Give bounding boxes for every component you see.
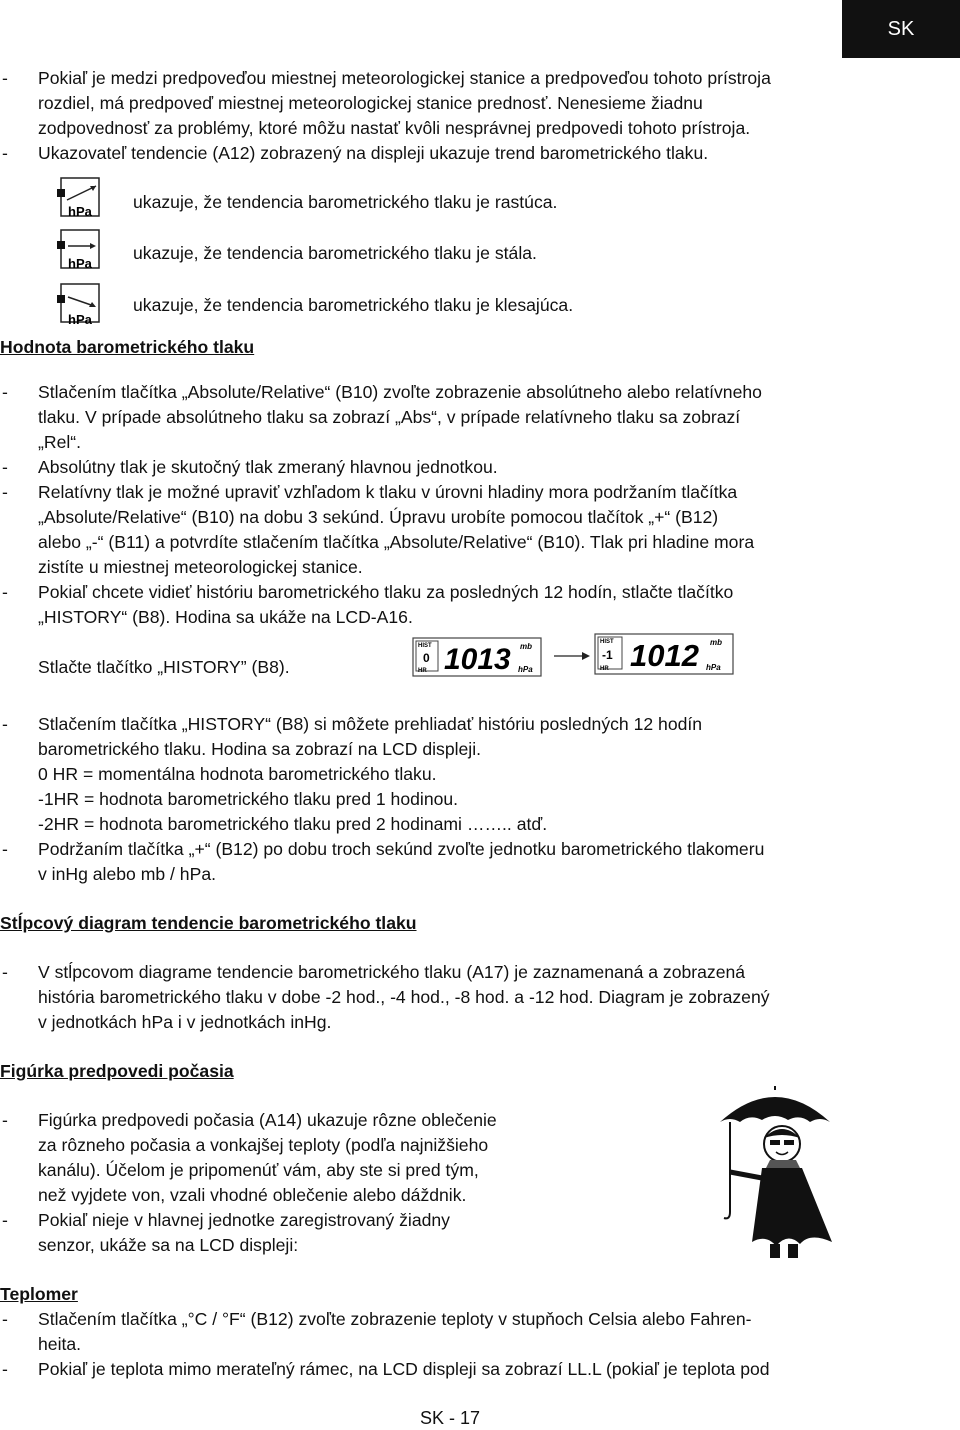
svg-text:1012: 1012 <box>630 638 699 673</box>
svg-text:HIST: HIST <box>600 639 614 645</box>
section-heading-thermometer: Teplomer <box>0 1284 78 1304</box>
svg-text:hPa: hPa <box>68 256 92 271</box>
intro-bullets <box>0 66 900 166</box>
svg-text:mb: mb <box>710 638 722 647</box>
text-line: „Rel“. <box>38 432 82 452</box>
text-line: Pokiaľ je medzi predpoveďou miestnej meteorologickej stanice a predpoveďou tohoto prístroja <box>38 68 771 88</box>
bullet-item: - Ukazovateľ tendencie (A12) zobrazený na displeji ukazuje trend barometrického tlaku. <box>0 141 900 166</box>
text-line: zodpovednosť za problémy, ktoré môžu nastať kvôli nesprávnej predpovedi tohoto prístroja. <box>38 118 751 138</box>
bullet-item: - Stlačením tlačítka „HISTORY“ (B8) si môžete prehliadať históriu posledných 12 hodín barometrického tlaku. Hodina sa zobrazí na LCD displeji. 0 HR = momentálna hodnota barometrického tlaku. -1HR = hodnota barometrického tlaku pred 1 hodinou. -2HR = hodnota barometrického tlaku pred 2 hodinami …….. atď. <box>0 712 900 837</box>
bullet-item: - V stĺpcovom diagrame tendencie barometrického tlaku (A17) je zaznamenaná a zobrazená história barometrického tlaku v dobe -2 hod., -4 hod., -8 hod. a -12 hod. Diagram je zobrazený v jednotkách hPa i v jednotkách inHg. <box>0 960 900 1035</box>
lcd-display-current <box>412 637 542 677</box>
text-line: Relatívny tlak je možné upraviť vzhľadom k tlaku v úrovni hladiny mora podržaním tlačítka <box>38 482 738 502</box>
lcd-display-history <box>594 633 734 675</box>
lcd-history-row <box>0 637 900 699</box>
svg-text:HIST: HIST <box>418 643 432 649</box>
svg-text:HR: HR <box>418 668 427 674</box>
text-line: tlaku. V prípade absolútneho tlaku sa zobrazí „Abs“, v prípade relatívneho tlaku sa zobrazí <box>38 407 741 427</box>
text-line: Stlačením tlačítka „HISTORY“ (B8) si môžete prehliadať históriu posledných 12 hodín <box>38 714 703 734</box>
text-line: barometrického tlaku. Hodina sa zobrazí na LCD displeji. <box>38 739 481 759</box>
text-line: než vyjdete von, vzali vhodné oblečenie alebo dáždnik. <box>38 1185 467 1205</box>
trend-falling-icon <box>56 280 102 326</box>
text-line: -2HR = hodnota barometrického tlaku pred 2 hodinami …….. atď. <box>38 814 548 834</box>
weather-figure-umbrella-icon <box>700 1082 880 1262</box>
text-line: história barometrického tlaku v dobe -2 hod., -4 hod., -8 hod. a -12 hod. Diagram je zobrazený <box>38 987 770 1007</box>
text-line: v jednotkách hPa i v jednotkách inHg. <box>38 1012 332 1032</box>
svg-text:hPa: hPa <box>518 665 533 674</box>
section-heading-bar-diagram: Stĺpcový diagram tendencie barometrického tlaku <box>0 913 417 933</box>
text-line: -1HR = hodnota barometrického tlaku pred 1 hodinou. <box>38 789 459 809</box>
arrow-right-icon <box>552 649 592 663</box>
text-line: za rôzneho počasia a vonkajšej teploty (podľa najnižšieho <box>38 1135 489 1155</box>
bullet-item: - Pokiaľ je medzi predpoveďou miestnej meteorologickej stanice a predpoveďou tohoto prístroja rozdiel, má predpoveď miestnej meteorologickej stanice prednosť. Nenesieme žiadnu zodpovednosť za problémy, ktoré môžu nastať kvôli nesprávnej predpovedi tohoto prístroja. <box>0 66 900 141</box>
svg-text:hPa: hPa <box>68 204 92 219</box>
text-line: Stlačením tlačítka „°C / °F“ (B12) zvoľte zobrazenie teploty v stupňoch Celsia alebo Fahren- <box>38 1309 752 1329</box>
svg-text:1013: 1013 <box>444 643 511 676</box>
svg-text:hPa: hPa <box>706 663 721 672</box>
text-line: Stlačením tlačítka „Absolute/Relative“ (B10) zvoľte zobrazenie absolútneho alebo relatívneho <box>38 382 762 402</box>
text-line: Pokiaľ nieje v hlavnej jednotke zaregistrovaný žiadny <box>38 1210 450 1230</box>
bullet-item: - Relatívny tlak je možné upraviť vzhľadom k tlaku v úrovni hladiny mora podržaním tlačítka „Absolute/Relative“ (B10) na dobu 3 sekúnd. Úpravu urobíte pomocou tlačítok „+“ (B12) alebo „-“ (B11) a potvrdíte stlačením tlačítka „Absolute/Relative“ (B10). Tlak pri hladine mora zistíte u miestnej meteorologickej stanice. <box>0 480 900 580</box>
text-line: Ukazovateľ tendencie (A12) zobrazený na displeji ukazuje trend barometrického tlaku. <box>38 143 709 163</box>
text-line: senzor, ukáže sa na LCD displeji: <box>38 1235 299 1255</box>
text-line: Podržaním tlačítka „+“ (B12) po dobu troch sekúnd zvoľte jednotku barometrického tlakomeru <box>38 839 765 859</box>
text-line: kanálu). Účelom je pripomenúť vám, aby ste si pred tým, <box>38 1160 479 1180</box>
text-line: Pokiaľ je teplota mimo merateľný rámec, na LCD displeji sa zobrazí LL.L (pokiaľ je teplota pod <box>38 1359 770 1379</box>
lcd-instruction: Stlačte tlačítko „HISTORY” (B8). <box>38 657 290 677</box>
text-line: zistíte u miestnej meteorologickej stanice. <box>38 557 363 577</box>
svg-text:mb: mb <box>520 642 532 651</box>
trend-rising-icon <box>56 174 102 220</box>
text-line: Figúrka predpovedi počasia (A14) ukazuje rôzne oblečenie <box>38 1110 497 1130</box>
trend-steady-text: ukazuje, že tendencia barometrického tlaku je stála. <box>133 243 537 263</box>
svg-text:HR: HR <box>600 666 609 672</box>
text-line: 0 HR = momentálna hodnota barometrického tlaku. <box>38 764 437 784</box>
bullet-item: - Figúrka predpovedi počasia (A14) ukazuje rôzne oblečenie za rôzneho počasia a vonkajšej teploty (podľa najnižšieho kanálu). Účelom je pripomenúť vám, aby ste si pred tým, než vyjdete von, vzali vhodné oblečenie alebo dáždnik. <box>0 1108 900 1208</box>
section-heading-figure: Figúrka predpovedi počasia <box>0 1061 234 1081</box>
svg-text:hPa: hPa <box>68 312 92 326</box>
trend-falling-row <box>0 282 900 334</box>
text-line: rozdiel, má predpoveď miestnej meteorologickej stanice prednosť. Nenesieme žiadnu <box>38 93 703 113</box>
svg-text:0: 0 <box>423 651 430 665</box>
bullet-item: - Stlačením tlačítka „Absolute/Relative“ (B10) zvoľte zobrazenie absolútneho alebo relatívneho tlaku. V prípade absolútneho tlaku sa zobrazí „Abs“, v prípade relatívneho tlaku sa zobrazí „Rel“. <box>0 380 900 455</box>
text-line: Pokiaľ chcete vidieť históriu barometrického tlaku za posledných 12 hodín, stlačte tlačítko <box>38 582 734 602</box>
text-line: alebo „-“ (B11) a potvrdíte stlačením tlačítka „Absolute/Relative“ (B10). Tlak pri hladine mora <box>38 532 755 552</box>
text-line: „Absolute/Relative“ (B10) na dobu 3 sekúnd. Úpravu urobíte pomocou tlačítok „+“ (B12) <box>38 507 719 527</box>
language-tab: SK <box>842 0 960 58</box>
trend-rising-text: ukazuje, že tendencia barometrického tlaku je rastúca. <box>133 192 558 212</box>
text-line: V stĺpcovom diagrame tendencie barometrického tlaku (A17) je zaznamenaná a zobrazená <box>38 962 746 982</box>
trend-falling-text: ukazuje, že tendencia barometrického tlaku je klesajúca. <box>133 295 574 315</box>
section-heading-pressure: Hodnota barometrického tlaku <box>0 337 255 357</box>
trend-steady-icon <box>56 226 102 272</box>
page-footer: SK - 17 <box>419 1408 481 1428</box>
trend-rising-row <box>0 178 900 230</box>
bullet-item: - Pokiaľ je teplota mimo merateľný rámec, na LCD displeji sa zobrazí LL.L (pokiaľ je teplota pod <box>0 1357 900 1382</box>
svg-text:-1: -1 <box>602 648 613 662</box>
text-line: „HISTORY“ (B8). Hodina sa ukáže na LCD-A16. <box>38 607 413 627</box>
bullet-item: - Pokiaľ nieje v hlavnej jednotke zaregistrovaný žiadny senzor, ukáže sa na LCD displeji: <box>0 1208 900 1258</box>
bullet-item: - Stlačením tlačítka „°C / °F“ (B12) zvoľte zobrazenie teploty v stupňoch Celsia alebo Fahren- heita. <box>0 1307 900 1357</box>
text-line: v inHg alebo mb / hPa. <box>38 864 216 884</box>
bullet-item: - Podržaním tlačítka „+“ (B12) po dobu troch sekúnd zvoľte jednotku barometrického tlakomeru v inHg alebo mb / hPa. <box>0 837 900 887</box>
bullet-item: - Pokiaľ chcete vidieť históriu barometrického tlaku za posledných 12 hodín, stlačte tlačítko „HISTORY“ (B8). Hodina sa ukáže na LCD-A16. <box>0 580 900 630</box>
trend-steady-row <box>0 230 900 282</box>
bullet-item: - Absolútny tlak je skutočný tlak zmeraný hlavnou jednotkou. <box>0 455 900 480</box>
text-line: heita. <box>38 1334 82 1354</box>
text-line: Absolútny tlak je skutočný tlak zmeraný hlavnou jednotkou. <box>38 457 498 477</box>
